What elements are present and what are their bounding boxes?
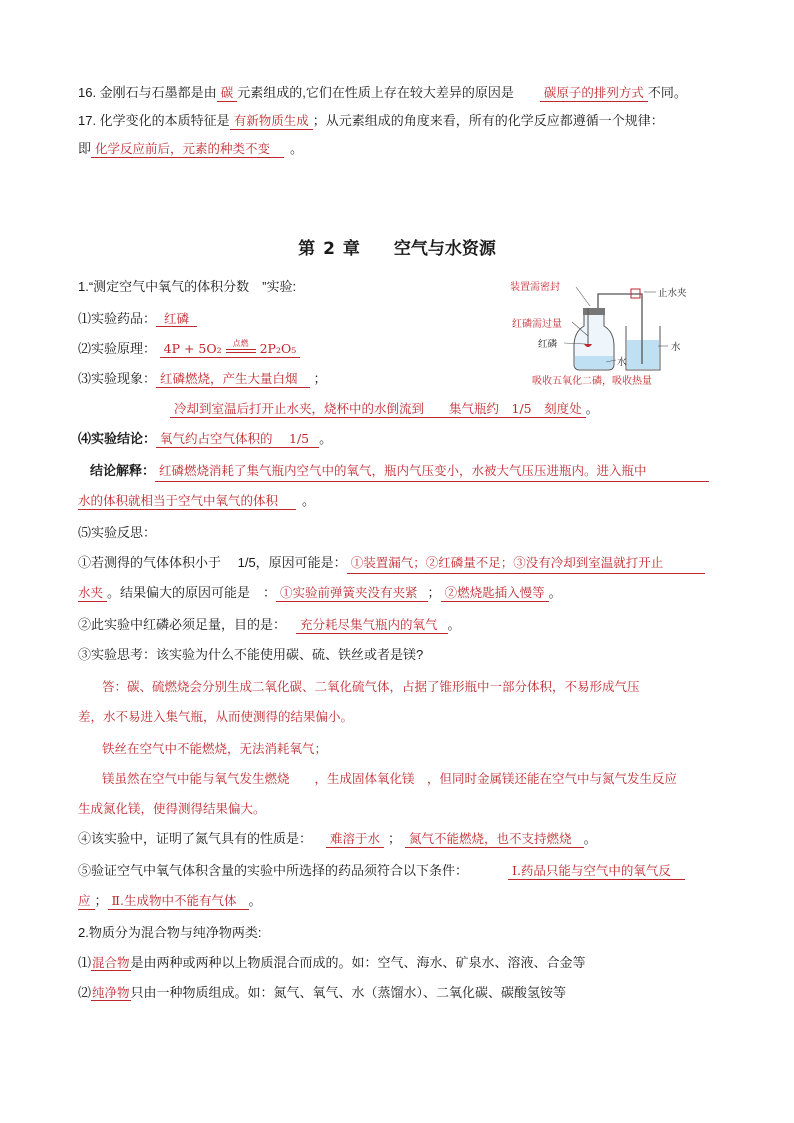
phenomenon-label: ⑶实验现象： (78, 371, 157, 386)
label-excess: 红磷需过量 (512, 319, 562, 330)
reflect-1-answer-a: ①装置漏气；②红磷量不足；③没有冷却到室温就打开止 (347, 554, 705, 574)
equation-arrow (226, 338, 256, 353)
drugs-answer: 红磷 (156, 311, 197, 327)
explain-answer-1: 红磷燃烧消耗了集气瓶内空气中的氧气，瓶内气压变小，水被大气压压进瓶内。进入瓶中 (155, 462, 709, 482)
reflect-2-line (78, 616, 461, 634)
reflect-5-answer-d: Ⅱ.生成物中不能有气体 (108, 893, 249, 910)
answer-line-3: 铁丝在空气中不能燃烧，无法消耗氧气； (102, 741, 328, 756)
reflect-2-prefix: ②此实验中红磷必须足量，目的是： (78, 617, 287, 632)
conclusion-answer: 氧气约占空气体积的 1/5 (156, 431, 319, 448)
conclusion-line (78, 430, 332, 448)
chapter-name: 空气与水资源 (393, 239, 496, 259)
reflect-4-end: 。 (583, 831, 597, 846)
mixture-term: 混合物 (92, 955, 130, 970)
reflect-5-prefix: ⑤验证空气中氧气体积含量的实验中所选择的药品须符合以下条件： (78, 863, 469, 878)
reflect-5-end: 。 (248, 893, 262, 908)
q16-blank-reason: 碳原子的排列方式 (540, 85, 648, 102)
mixture-line (78, 954, 586, 972)
phenomenon-line-2 (170, 400, 599, 418)
section-2-heading: 2.物质分为混合物与纯净物两类: (78, 925, 262, 940)
reflect-2-end: 。 (447, 617, 461, 632)
reflect-1-prefix: ①若测得的气体体积小于 1/5，原因可能是： (78, 555, 347, 570)
q16-prefix: 16. 金刚石与石墨都是由 (78, 85, 217, 100)
reflect-4-sep: ； (388, 831, 402, 846)
reflect-1-mid: 。结果偏大的原因可能是 ： (107, 585, 277, 600)
answer-line-5: 生成氮化镁，使得测得结果偏大。 (78, 801, 266, 816)
reflect-1-answer-d: ①实验前弹簧夹没有夹紧 (276, 585, 428, 602)
question-17-line2 (78, 140, 303, 158)
explain-line-1 (90, 462, 709, 482)
chapter-title (0, 234, 794, 259)
phenomenon-end-1: ； (313, 371, 327, 386)
drugs-line (78, 310, 197, 328)
pure-term: 纯净物 (92, 985, 130, 1000)
explain-answer-2: 水的体积就相当于空气中氧气的体积 (78, 493, 296, 510)
figure-caption: 吸收五氧化二磷，吸收热量 (532, 376, 652, 387)
q16-mid: 元素组成的,它们在性质上存在较大差异的原因是 (237, 85, 514, 100)
mixture-num: ⑴ (78, 955, 92, 970)
equation-left: 4P + 5O₂ (163, 341, 222, 356)
reflect-4-line (78, 830, 597, 848)
answer-line-1: 答：碳、硫燃烧会分别生成二氧化碳、二氧化硫气体，占据了锥形瓶中一部分体积，不易形成气压 (102, 679, 640, 694)
q16-blank-element: 碳 (217, 85, 238, 102)
reflect-1-end: 。 (548, 585, 562, 600)
label-clamp: 止水夹 (658, 288, 687, 299)
q17-line2-prefix: 即 (78, 141, 92, 156)
pure-line (78, 984, 566, 1002)
phenomenon-end-2: 。 (585, 401, 599, 416)
label-phosphorus: 红磷 (538, 339, 558, 350)
reflect-4-answer-a: 难溶于水 (326, 831, 384, 848)
drugs-label: ⑴实验药品： (78, 311, 157, 326)
reflect-1-answer-f: ②燃烧匙插入慢等 (441, 585, 549, 602)
answer-line-2: 差，水不易进入集气瓶，从而使测得的结果偏小。 (78, 709, 354, 724)
reflect-1-answer-b: 水夹 (78, 585, 107, 602)
conclusion-end: 。 (319, 431, 333, 446)
apparatus-figure (510, 278, 720, 388)
q17-mid: ；从元素组成的角度来看，所有的化学反应都遵循一个规律： (312, 113, 664, 128)
equation (160, 338, 301, 358)
chapter-number: 第 2 章 (298, 239, 360, 259)
answer-line-4: 镁虽然在空气中能与氧气发生燃烧 ，生成固体氧化镁 ，但同时金属镁还能在空气中与氮气发生反应 (102, 771, 678, 786)
reflect-1-line-1 (78, 554, 705, 574)
q17-suffix: 。 (290, 141, 304, 156)
explain-label: 结论解释： (90, 463, 156, 478)
label-water-flask: 水 (617, 357, 627, 368)
explain-line-2 (78, 492, 315, 510)
q16-suffix: 不同。 (647, 85, 687, 100)
reflect-4-answer-c: 氮气不能燃烧，也不支持燃烧 (405, 831, 584, 848)
pure-definition: 只由一种物质组成。如：氮气、氧气、水（蒸馏水）、二氧化碳、碳酸氢铵等 (130, 985, 567, 1000)
mixture-definition: 是由两种或两种以上物质混合而成的。如：空气、海水、矿泉水、溶液、合金等 (130, 955, 586, 970)
reflect-5-answer-b: 应 (78, 893, 95, 910)
phenomenon-answer-2: 冷却到室温后打开止水夹，烧杯中的水倒流到 集气瓶约 1/5 刻度处 (170, 401, 586, 418)
label-water-beaker: 水 (671, 342, 681, 353)
conclusion-label: ⑷实验结论： (78, 431, 157, 446)
reflect-3-line: ③实验思考：该实验为什么不能使用碳、硫、铁丝或者是镁? (78, 647, 424, 662)
phenomenon-answer-1: 红磷燃烧，产生大量白烟 (156, 371, 310, 388)
q17-blank-essence: 有新物质生成 (230, 113, 313, 130)
reflect-5-sep: ； (94, 893, 108, 908)
reflect-2-answer: 充分耗尽集气瓶内的氧气 (296, 617, 448, 634)
label-sealed: 装置需密封 (510, 282, 560, 293)
q17-blank-law: 化学反应前后，元素的种类不变 (91, 141, 284, 158)
explain-end: 。 (302, 493, 316, 508)
principle-label: ⑵实验原理： (78, 341, 157, 356)
equation-condition: 点燃 (232, 338, 249, 348)
reflect-5-line-2 (78, 892, 262, 910)
q17-prefix: 17. 化学变化的本质特征是 (78, 113, 230, 128)
pure-num: ⑵ (78, 985, 92, 1000)
reflect-4-prefix: ④该实验中，证明了氮气具有的性质是： (78, 831, 313, 846)
reflect-5-line-1 (78, 862, 685, 880)
principle-line (78, 340, 300, 358)
reflect-1-sep: ； (427, 585, 441, 600)
reflect-heading: ⑸实验反思： (78, 525, 157, 540)
equation-right: 2P₂O₅ (259, 341, 297, 356)
reflect-5-answer-a: Ⅰ.药品只能与空气中的氧气反 (508, 863, 685, 880)
question-17 (78, 112, 664, 130)
reflect-1-line-2 (78, 584, 562, 602)
section-1-heading: 1.“测定空气中氧气的体积分数 ”实验: (78, 279, 297, 294)
phenomenon-line-1 (78, 370, 327, 388)
question-16 (78, 84, 687, 102)
